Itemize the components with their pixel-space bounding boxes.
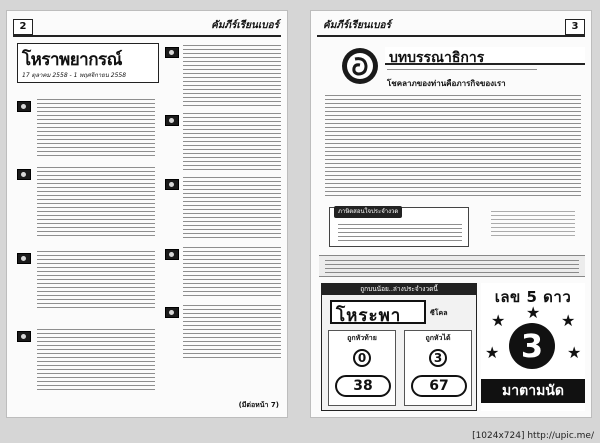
- moon-icon: [17, 169, 31, 180]
- horoscope-text-5: [183, 45, 281, 107]
- magazine-logo: [341, 47, 379, 85]
- magazine-brand: คัมภีร์เรียนเบอร์: [323, 20, 391, 31]
- page-title: โหราพยากรณ์: [22, 50, 122, 70]
- editorial-title: บทบรรณาธิการ: [389, 50, 485, 66]
- lottery-panel: [321, 283, 477, 411]
- left-page-header: [13, 17, 281, 37]
- lottery-number: 0: [353, 349, 371, 367]
- horoscope-text-8: [183, 247, 281, 297]
- horoscope-text-7: [183, 177, 281, 239]
- lottery-title-box: [330, 300, 426, 324]
- page-number: 3: [565, 19, 585, 35]
- right-page: [310, 10, 592, 418]
- quote-box: [329, 207, 469, 247]
- right-page-header: [317, 17, 585, 37]
- date-range: 17 ตุลาคม 2558 - 1 พฤศจิกายน 2558: [22, 72, 127, 79]
- moon-icon: [165, 47, 179, 58]
- publisher-text: [325, 260, 579, 273]
- lottery-box-1-label: ถูกหัวท้าย: [347, 334, 377, 342]
- editorial-subtitle: โชคลาภของท่านคือภารกิจของเรา: [387, 79, 506, 88]
- quote-box-title: ภาษิตสอนใจประจำงวด: [334, 206, 402, 218]
- five-star-footer: มาตามนัด: [481, 379, 585, 403]
- lottery-box-2: [404, 330, 472, 406]
- lottery-title: โหระพา: [336, 306, 402, 326]
- page-number: 2: [13, 19, 33, 35]
- left-page: [6, 10, 288, 418]
- image-watermark: [1024x724] http://upic.me/: [472, 431, 594, 441]
- lottery-number: 3: [429, 349, 447, 367]
- horoscope-text-4: [37, 329, 155, 391]
- star-icon: ★: [491, 311, 506, 330]
- moon-icon: [165, 249, 179, 260]
- editorial-body-text: [325, 95, 581, 199]
- lottery-top-label: ถูกบนน้อย..ล่างประจำงวดนี้: [322, 284, 476, 295]
- star-icon: ★: [526, 303, 541, 322]
- moon-icon: [17, 253, 31, 264]
- horoscope-title-block: [17, 43, 159, 83]
- quote-text: [338, 224, 462, 242]
- editorial-tagline: [387, 69, 537, 73]
- lottery-number-pair: 38: [335, 375, 391, 397]
- five-star-headline: เลข 5 ดาว: [494, 288, 572, 306]
- continued-note: (มีต่อหน้า 7): [238, 401, 279, 409]
- moon-icon: [165, 179, 179, 190]
- star-icon: ★: [567, 343, 582, 362]
- magazine-brand: คัมภีร์เรียนเบอร์: [211, 20, 279, 31]
- lottery-box-1: [328, 330, 396, 406]
- horoscope-text-6: [183, 113, 281, 171]
- horoscope-text-2: [37, 167, 155, 237]
- editorial-title-bar: [385, 47, 585, 65]
- horoscope-text-3: [37, 251, 155, 311]
- horoscope-text-1: [37, 99, 155, 159]
- lottery-title-suffix: ซีโคล: [430, 309, 448, 317]
- moon-icon: [17, 331, 31, 342]
- star-icon: ★: [485, 343, 500, 362]
- five-star-block: [481, 283, 585, 411]
- star-icon: ★: [561, 311, 576, 330]
- lottery-number-pair: 67: [411, 375, 467, 397]
- horoscope-text-9: [183, 305, 281, 361]
- moon-icon: [17, 101, 31, 112]
- publisher-info: [319, 255, 585, 277]
- editor-signature: [491, 211, 575, 237]
- featured-number: 3: [509, 323, 555, 369]
- moon-icon: [165, 307, 179, 318]
- lottery-box-2-label: ถูกหัวได้: [425, 334, 451, 342]
- moon-icon: [165, 115, 179, 126]
